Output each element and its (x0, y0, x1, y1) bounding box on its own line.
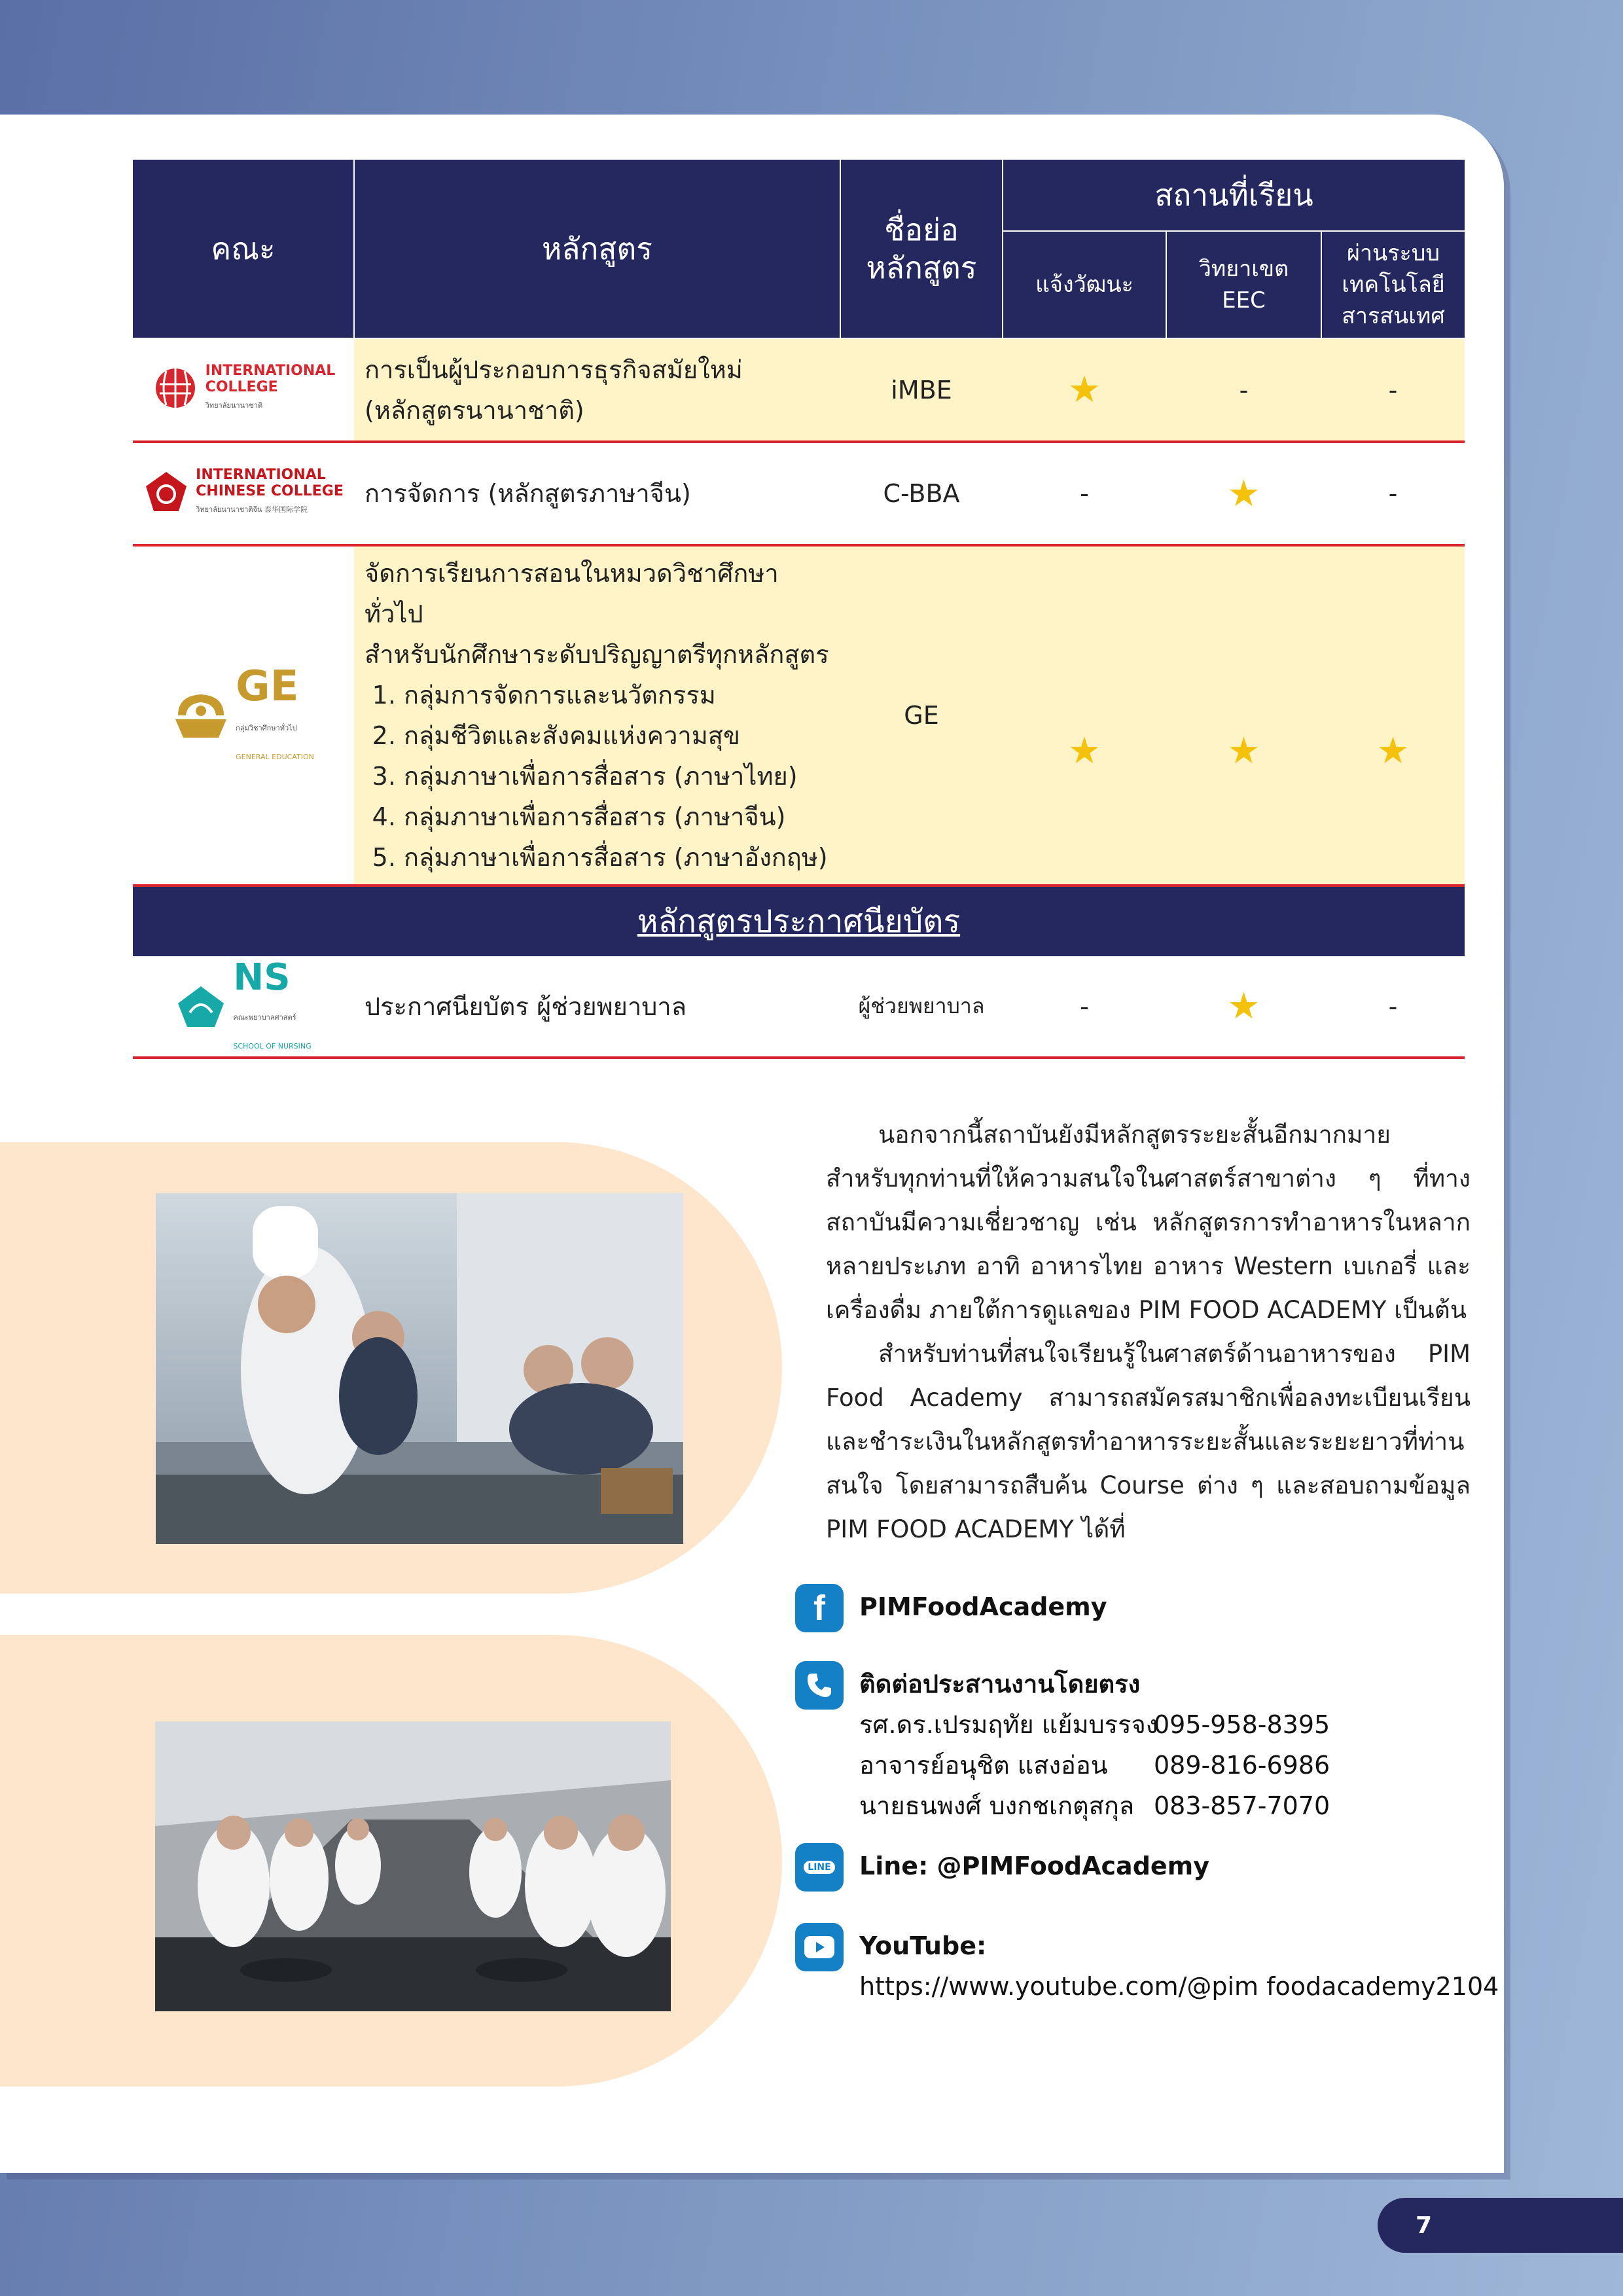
kitchen-students-photo (155, 1721, 671, 2011)
table-row (133, 442, 1465, 545)
contact-phone-number[interactable]: 083-857-7070 (1154, 1791, 1330, 1820)
logo-small: คณะพยาบาลศาสตร์ (233, 1013, 296, 1022)
line-link[interactable]: Line: @PIMFoodAcademy (859, 1852, 1210, 1880)
contact-phone-number[interactable]: 089-816-6986 (1154, 1751, 1330, 1780)
contact-phone-number[interactable]: 095-958-8395 (1154, 1710, 1330, 1739)
facebook-icon: f (795, 1584, 844, 1632)
certificate-section-header (133, 886, 1465, 956)
header-loc-chaengwattana: แจ้งวัฒนะ (1003, 231, 1166, 338)
logo-small: GENERAL EDUCATION (236, 753, 314, 761)
header-loc-eec: วิทยาเขต EEC (1166, 231, 1321, 338)
paragraph: สำหรับท่านที่สนใจเรียนรู้ในศาสตร์ด้านอาหารของ PIM Food Academy สามารถสมัครสมาชิกเพื่อลงทะเบียนเรียน และชำระเงินในหลักสูตรทำอาหารระยะสั้นและระยะยาวที่ท่านสนใจ โดยสามารถสืบค้น Course ต่าง ๆ และสอบถามข้อมูล PIM FOOD ACADEMY ได้ที่ (826, 1340, 1471, 1543)
star-icon: ★ (1166, 545, 1321, 886)
course-abbr: iMBE (840, 338, 1003, 442)
contact-name: รศ.ดร.เปรมฤทัย แย้มบรรจง (859, 1710, 1158, 1739)
header-program: หลักสูตร (354, 160, 840, 338)
page-number: 7 (1378, 2198, 1623, 2253)
logo-line1: INTERNATIONAL (205, 362, 336, 379)
paragraph: นอกจากนี้สถาบันยังมีหลักสูตรระยะสั้นอีกมากมาย สำหรับทุกท่านที่ให้ความสนใจในศาสตร์สาขาต่าง ๆ ที่ทางสถาบันมีความเชี่ยวชาญ เช่น หลักสูตรการทำอาหารในหลากหลายประเภท อาทิ อาหารไทย อาหาร Western เบเกอรี่ และเครื่องดื่ม ภายใต้การดูแลของ PIM FOOD ACADEMY เป็นต้น (826, 1121, 1471, 1324)
list-item: 3. กลุ่มภาษาเพื่อการสื่อสาร (ภาษาไทย) (404, 756, 830, 797)
header-abbr: ชื่อย่อ หลักสูตร (840, 160, 1003, 338)
logo-small: วิทยาลัยนานาชาติ (205, 401, 263, 410)
star-icon: ★ (1166, 442, 1321, 545)
line-icon: LINE (795, 1843, 844, 1892)
list-item: 1. กลุ่มการจัดการและนวัตกรรม (404, 675, 830, 715)
logo-big: GE (236, 662, 299, 711)
dash-mark: - (1321, 338, 1465, 442)
food-academy-description (826, 1113, 1471, 1551)
course-table (133, 160, 1465, 1059)
list-item: 4. กลุ่มภาษาเพื่อการสื่อสาร (ภาษาจีน) (404, 797, 830, 837)
list-item: 5. กลุ่มภาษาเพื่อการสื่อสาร (ภาษาอังกฤษ) (404, 837, 830, 878)
dash-mark: - (1321, 956, 1465, 1058)
phone-icon (795, 1661, 844, 1710)
table-row (133, 338, 1465, 442)
ge-logo-icon (173, 689, 229, 742)
logo-line1: INTERNATIONAL (196, 466, 326, 483)
pentagon-logo-icon (143, 469, 189, 515)
course-abbr: C-BBA (840, 442, 1003, 545)
course-name: การเป็นผู้ประกอบการธุรกิจสมัยใหม่ (หลักสูตรนานาชาติ) (354, 338, 840, 442)
logo-nursing (133, 956, 354, 1058)
logo-general-education (133, 545, 354, 886)
youtube-title: YouTube: (859, 1931, 987, 1960)
certificate-title: หลักสูตรประกาศนียบัตร (133, 886, 1465, 956)
course-name: ประกาศนียบัตร ผู้ช่วยพยาบาล (354, 956, 840, 1058)
list-item: 2. กลุ่มชีวิตและสังคมแห่งความสุข (404, 715, 830, 756)
logo-small: วิทยาลัยนานาชาติจีน 泰华国际学院 (196, 505, 308, 514)
dash-mark: - (1321, 442, 1465, 545)
contact-name: อาจารย์อนุชิต แสงอ่อน (859, 1751, 1108, 1780)
logo-small: SCHOOL OF NURSING (233, 1041, 312, 1050)
table-row (133, 545, 1465, 886)
header-faculty: คณะ (133, 160, 354, 338)
dash-mark: - (1166, 338, 1321, 442)
phone-title: ติดต่อประสานงานโดยตรง (859, 1670, 1141, 1698)
course-abbr: ผู้ช่วยพยาบาล (840, 956, 1003, 1058)
youtube-icon (795, 1923, 844, 1971)
course-abbr: GE (840, 545, 1003, 886)
star-icon: ★ (1003, 338, 1166, 442)
nursing-logo-icon (175, 984, 226, 1030)
star-icon: ★ (1321, 545, 1465, 886)
dash-mark: - (1003, 956, 1166, 1058)
star-icon: ★ (1003, 545, 1166, 886)
logo-line2: CHINESE COLLEGE (196, 482, 344, 499)
logo-small: กลุ่มวิชาศึกษาทั่วไป (236, 724, 297, 732)
star-icon: ★ (1166, 956, 1321, 1058)
dash-mark: - (1003, 442, 1166, 545)
header-location: สถานที่เรียน (1003, 160, 1465, 231)
table-row (133, 956, 1465, 1058)
phone-list (859, 1704, 1330, 1826)
youtube-link[interactable]: https://www.youtube.com/@pim foodacademy2104 (859, 1972, 1499, 2001)
logo-international-chinese-college (133, 442, 354, 545)
facebook-link[interactable]: PIMFoodAcademy (859, 1592, 1107, 1621)
course-name: จัดการเรียนการสอนในหมวดวิชาศึกษาทั่วไป สำหรับนักศึกษาระดับปริญญาตรีทุกหลักสูตร 1. กลุ่มการจัดการและนวัตกรรม 2. กลุ่มชีวิตและสังคมแห่งความสุข 3. กลุ่มภาษาเพื่อการสื่อสาร (ภาษาไทย) 4. กลุ่มภาษาเพื่อการสื่อสาร (ภาษาจีน) 5. กลุ่มภาษาเพื่อการสื่อสาร (ภาษาอังกฤษ) (354, 545, 840, 886)
header-loc-online: ผ่านระบบ เทคโนโลยี สารสนเทศ (1321, 231, 1465, 338)
logo-line2: COLLEGE (205, 378, 278, 395)
logo-international-college (133, 338, 354, 442)
globe-logo-icon (152, 365, 199, 412)
logo-big: NS (233, 956, 291, 999)
course-name: การจัดการ (หลักสูตรภาษาจีน) (354, 442, 840, 545)
contact-name: นายธนพงศ์ บงกชเกตุสกุล (859, 1791, 1135, 1820)
ge-group-list (365, 675, 830, 878)
chef-class-photo (156, 1193, 683, 1544)
